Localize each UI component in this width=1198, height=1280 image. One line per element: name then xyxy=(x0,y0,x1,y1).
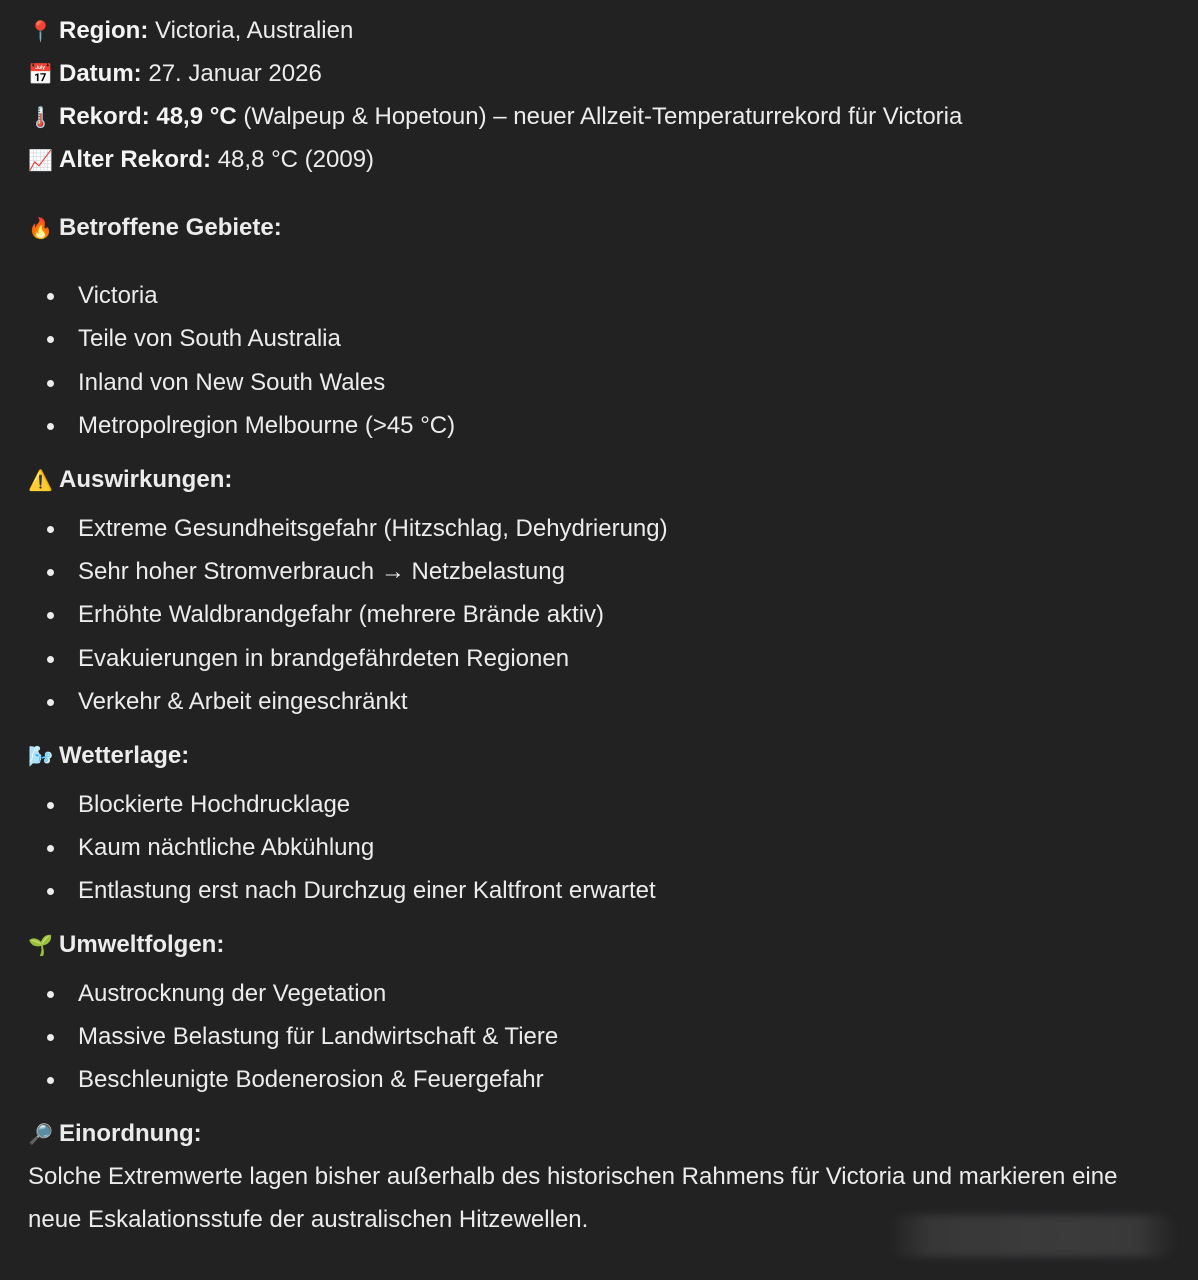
record-line xyxy=(28,95,1178,138)
warning-icon: ⚠️ xyxy=(28,469,53,492)
fire-icon: 🔥 xyxy=(28,218,53,240)
affected-areas-list xyxy=(28,274,1178,448)
list-item: Verkehr & Arbeit eingeschränkt xyxy=(28,680,1178,723)
list-item: Evakuierungen in brandgefährdeten Regionen xyxy=(28,637,1178,680)
region-line xyxy=(28,9,1178,52)
classification-text: Solche Extremwerte lagen bisher außerhalb des historischen Rahmens für Victoria und markieren eine neue Eskalationsstufe der australischen Hitzewellen. xyxy=(28,1162,1118,1233)
section-title-text: Auswirkungen: xyxy=(59,465,233,493)
weather-title xyxy=(28,734,1178,777)
section-title-text: Einordnung: xyxy=(59,1119,202,1147)
date-value: 27. Januar 2026 xyxy=(141,60,322,87)
list-item: Entlastung erst nach Durchzug einer Kaltfront erwartet xyxy=(28,869,1178,912)
old-record-value: 48,8 °C (2009) xyxy=(211,146,375,173)
impacts-list xyxy=(28,507,1178,724)
weather-list xyxy=(28,783,1178,913)
impacts-title xyxy=(28,458,1178,501)
list-item: Inland von New South Wales xyxy=(28,361,1178,404)
list-item: Erhöhte Waldbrandgefahr (mehrere Brände aktiv) xyxy=(28,593,1178,636)
list-item: Metropolregion Melbourne (>45 °C) xyxy=(28,404,1178,447)
pin-icon: 📍 xyxy=(28,21,53,43)
section-title-text: Betroffene Gebiete: xyxy=(59,214,282,241)
thermometer-icon: 🌡️ xyxy=(28,107,53,129)
classification-title xyxy=(28,1112,1178,1155)
list-item: Massive Belastung für Landwirtschaft & Tiere xyxy=(28,1015,1178,1058)
list-item: Kaum nächtliche Abkühlung xyxy=(28,826,1178,869)
environment-list xyxy=(28,972,1178,1102)
chart-up-icon: 📈 xyxy=(28,150,53,172)
date-label: Datum: xyxy=(59,60,142,87)
list-item: Blockierte Hochdrucklage xyxy=(28,783,1178,826)
record-label: Rekord: 48,9 °C xyxy=(59,103,237,130)
record-value: (Walpeup & Hopetoun) – neuer Allzeit-Temperaturrekord für Victoria xyxy=(236,103,963,130)
list-item: Extreme Gesundheitsgefahr (Hitzschlag, Dehydrierung) xyxy=(28,507,1178,550)
wind-icon: 🌬️ xyxy=(28,745,53,768)
region-value: Victoria, Australien xyxy=(148,17,354,44)
old-record-line xyxy=(28,138,1178,181)
region-label: Region: xyxy=(59,17,149,44)
affected-areas-title xyxy=(28,206,1178,249)
date-line xyxy=(28,52,1178,95)
blurred-signature-watermark xyxy=(888,1215,1178,1257)
list-item: Sehr hoher Stromverbrauch → Netzbelastung xyxy=(28,550,1178,593)
calendar-icon: 📅 xyxy=(28,64,53,86)
old-record-label: Alter Rekord: xyxy=(59,146,212,173)
list-item: Victoria xyxy=(28,274,1178,317)
list-item: Beschleunigte Bodenerosion & Feuergefahr xyxy=(28,1058,1178,1101)
message-content xyxy=(28,9,1178,1241)
seedling-icon: 🌱 xyxy=(28,934,53,957)
section-title-text: Wetterlage: xyxy=(59,741,190,769)
list-item: Austrocknung der Vegetation xyxy=(28,972,1178,1015)
section-title-text: Umweltfolgen: xyxy=(59,930,225,958)
environment-title xyxy=(28,923,1178,966)
list-item: Teile von South Australia xyxy=(28,317,1178,360)
magnifying-glass-icon: 🔎 xyxy=(28,1123,53,1146)
